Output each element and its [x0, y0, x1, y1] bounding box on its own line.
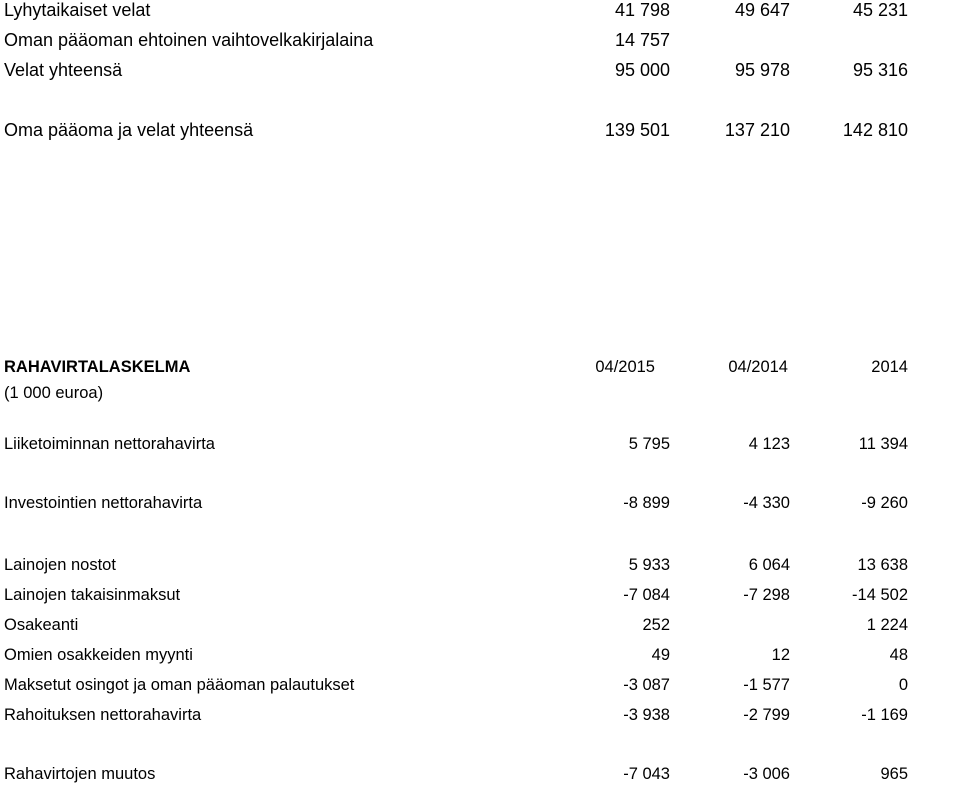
value-col2: 95 978: [734, 60, 790, 80]
value-col3: 1 224: [866, 616, 908, 634]
row-label: Investointien nettorahavirta: [4, 494, 203, 512]
value-col2: 4 123: [748, 435, 790, 453]
value-col1: 95 000: [614, 60, 670, 80]
table-row-vaihtovelkakirjalaina: [0, 30, 960, 54]
value-col1: 139 501: [604, 120, 670, 140]
table-row: [0, 765, 960, 789]
cashflow-header: [0, 358, 960, 382]
table-row: [0, 586, 960, 610]
value-col2: 12: [771, 646, 790, 664]
row-label: Lyhytaikaiset velat: [4, 0, 151, 20]
value-col3: -14 502: [852, 586, 908, 604]
row-label: Osakeanti: [4, 616, 79, 634]
value-col1: 252: [642, 616, 670, 634]
value-col3: 95 316: [852, 60, 908, 80]
value-col1: 41 798: [614, 0, 670, 20]
value-col1: -3 087: [623, 676, 670, 694]
table-row: [0, 494, 960, 518]
value-col3: 11 394: [858, 435, 908, 453]
column-header-1: 04/2015: [595, 358, 655, 376]
value-col1: 49: [651, 646, 670, 664]
value-col3: 142 810: [842, 120, 908, 140]
table-row: [0, 676, 960, 700]
column-header-3: 2014: [871, 358, 908, 376]
unit-row: [0, 384, 960, 408]
value-col3: 48: [889, 646, 908, 664]
value-col2: 137 210: [724, 120, 790, 140]
table-row: [0, 646, 960, 670]
value-col3: 45 231: [852, 0, 908, 20]
section-title: RAHAVIRTALASKELMA: [4, 358, 191, 376]
value-col1: -7 043: [623, 765, 670, 783]
row-label: Lainojen nostot: [4, 556, 116, 574]
value-col2: -2 799: [743, 706, 790, 724]
value-col3: -9 260: [861, 494, 908, 512]
row-label: Oman pääoman ehtoinen vaihtovelkakirjalaina: [4, 30, 374, 50]
value-col1: -3 938: [623, 706, 670, 724]
table-row: [0, 556, 960, 580]
value-col3: 0: [898, 676, 908, 694]
value-col2: -4 330: [743, 494, 790, 512]
unit-label: (1 000 euroa): [4, 384, 104, 402]
value-col3: -1 169: [861, 706, 908, 724]
table-row-oma-paaoma-ja-velat: [0, 120, 960, 144]
row-label: Rahoituksen nettorahavirta: [4, 706, 202, 724]
column-header-2: 04/2014: [728, 358, 788, 376]
row-label: Lainojen takaisinmaksut: [4, 586, 181, 604]
table-row: [0, 435, 960, 459]
row-label: Omien osakkeiden myynti: [4, 646, 193, 664]
row-label: Rahavirtojen muutos: [4, 765, 156, 783]
row-label: Oma pääoma ja velat yhteensä: [4, 120, 254, 140]
row-label: Velat yhteensä: [4, 60, 123, 80]
row-label: Liiketoiminnan nettorahavirta: [4, 435, 215, 453]
value-col1: -8 899: [623, 494, 670, 512]
value-col1: -7 084: [623, 586, 670, 604]
table-row-velat-yhteensa: [0, 60, 960, 84]
value-col1: 5 795: [628, 435, 670, 453]
table-row: [0, 616, 960, 640]
value-col1: 5 933: [628, 556, 670, 574]
value-col3: 13 638: [857, 556, 908, 574]
value-col3: 965: [880, 765, 908, 783]
row-label: Maksetut osingot ja oman pääoman palautukset: [4, 676, 355, 694]
table-row: [0, 706, 960, 730]
value-col2: -7 298: [743, 586, 790, 604]
table-row-lyhytaikaiset-velat: [0, 0, 960, 24]
value-col2: -3 006: [743, 765, 790, 783]
value-col1: 14 757: [614, 30, 670, 50]
value-col2: 49 647: [734, 0, 790, 20]
value-col2: -1 577: [743, 676, 790, 694]
value-col2: 6 064: [748, 556, 790, 574]
